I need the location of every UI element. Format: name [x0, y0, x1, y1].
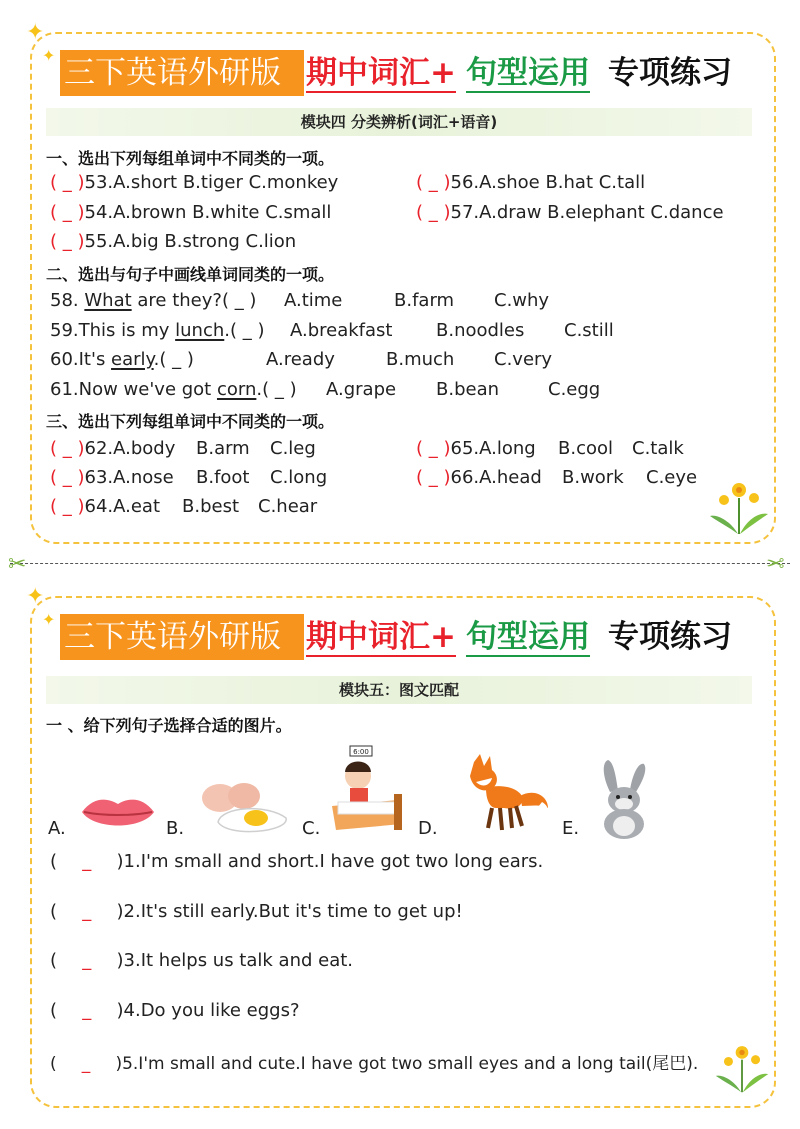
question-58	[50, 290, 256, 311]
cut-line	[10, 563, 790, 564]
banner-title-red: 期中词汇+	[306, 614, 456, 660]
question-text[interactable]: are they?( _ )	[131, 290, 257, 311]
option-a: A.time	[284, 290, 343, 311]
question-text: )2.It's still early.But it's time to get up!	[116, 901, 463, 922]
banner-title-black: 专项练习	[608, 55, 732, 91]
answer-blank[interactable]: _	[82, 950, 92, 971]
answer-blank[interactable]: ( _ )	[416, 467, 451, 488]
rabbit-icon	[592, 758, 656, 840]
option-c: C.eye	[646, 467, 698, 488]
option-c: C.very	[494, 349, 553, 370]
question-64	[50, 496, 160, 517]
matching-question-1	[50, 851, 543, 872]
worksheet-card-1	[26, 20, 776, 544]
underlined-word: corn	[216, 379, 257, 400]
option-b: B.best	[182, 496, 240, 517]
answer-blank[interactable]: ( _ )	[50, 231, 85, 252]
star-icon: ✦	[42, 610, 56, 629]
answer-blank[interactable]: _	[82, 901, 92, 922]
picture-label-b: B.	[166, 818, 185, 839]
question-53	[50, 172, 338, 193]
lips-icon	[80, 790, 156, 834]
boy-waking-up-icon	[328, 744, 408, 836]
option-b: B.much	[386, 349, 455, 370]
banner-title-orange: 三下英语外研版	[60, 614, 304, 660]
question-text: 63.A.nose	[84, 467, 174, 488]
question-61	[50, 379, 297, 400]
answer-blank[interactable]: ( _ )	[50, 172, 85, 193]
question-66	[416, 467, 542, 488]
option-c: C.hear	[258, 496, 318, 517]
question-57	[416, 202, 724, 223]
option-b: B.foot	[196, 467, 250, 488]
question-54	[50, 202, 331, 223]
answer-blank[interactable]: _	[82, 1000, 92, 1021]
title-banner	[60, 50, 752, 96]
option-b: B.work	[562, 467, 624, 488]
answer-blank[interactable]: ( _ )	[50, 202, 85, 223]
section-title: 一 、给下列句子选择合适的图片。	[46, 716, 292, 735]
option-a: A.breakfast	[290, 320, 393, 341]
option-c: C.leg	[270, 438, 316, 459]
option-b: B.arm	[196, 438, 250, 459]
clock-time: 6:00	[353, 748, 369, 756]
paren-open: (	[50, 901, 58, 922]
banner-title-black: 专项练习	[608, 619, 732, 655]
answer-blank[interactable]: ( _ )	[416, 202, 451, 223]
option-c: C.still	[564, 320, 614, 341]
question-text: 53.A.short B.tiger C.monkey	[84, 172, 339, 193]
matching-question-4	[50, 1000, 300, 1021]
banner-title-red: 期中词汇+	[306, 50, 456, 96]
flower-decoration-icon	[708, 474, 770, 536]
question-text[interactable]: .( _ )	[224, 320, 265, 341]
flower-decoration-icon	[714, 1038, 770, 1094]
question-text: 61.Now we've got	[50, 379, 217, 400]
question-56	[416, 172, 645, 193]
question-text: )3.It helps us talk and eat.	[116, 950, 354, 971]
question-63	[50, 467, 174, 488]
picture-label-c: C.	[302, 818, 321, 839]
option-c: C.talk	[632, 438, 684, 459]
answer-blank[interactable]: ( _ )	[416, 172, 451, 193]
module-title: 模块五：图文匹配	[46, 676, 752, 704]
question-text: 60.It's	[50, 349, 112, 370]
scissors-icon: ✂	[8, 552, 27, 577]
question-text: 54.A.brown B.white C.small	[84, 202, 332, 223]
option-c: C.long	[270, 467, 328, 488]
option-c: C.why	[494, 290, 550, 311]
banner-title-green: 句型运用	[466, 614, 590, 660]
question-text: 58.	[50, 290, 85, 311]
answer-blank[interactable]: ( _ )	[50, 467, 85, 488]
question-text: 62.A.body	[84, 438, 176, 459]
question-text: 64.A.eat	[84, 496, 161, 517]
question-text: 55.A.big B.strong C.lion	[84, 231, 297, 252]
answer-blank[interactable]: _	[81, 1054, 91, 1074]
answer-blank[interactable]: ( _ )	[416, 438, 451, 459]
underlined-word: lunch	[175, 320, 225, 341]
question-text: 66.A.head	[450, 467, 542, 488]
question-text: 56.A.shoe B.hat C.tall	[450, 172, 646, 193]
question-text: )4.Do you like eggs?	[116, 1000, 300, 1021]
eggs-icon	[198, 778, 294, 838]
question-59	[50, 320, 264, 341]
matching-question-3	[50, 950, 353, 971]
paren-open: (	[50, 851, 58, 872]
option-a: A.ready	[266, 349, 335, 370]
question-text: 57.A.draw B.elephant C.dance	[450, 202, 724, 223]
underlined-word: early	[111, 349, 154, 370]
banner-title-orange: 三下英语外研版	[60, 50, 304, 96]
question-text: )5.I'm small and cute.I have got two small eyes and a long tail(尾巴).	[115, 1054, 699, 1074]
option-b: B.farm	[394, 290, 455, 311]
question-60	[50, 349, 194, 370]
question-text: 59.This is my	[50, 320, 176, 341]
paren-open: (	[50, 950, 58, 971]
picture-label-e: E.	[562, 818, 580, 839]
title-banner	[60, 614, 752, 660]
option-a: A.grape	[326, 379, 397, 400]
option-b: B.bean	[436, 379, 500, 400]
option-b: B.noodles	[436, 320, 525, 341]
option-b: B.cool	[558, 438, 613, 459]
scissors-icon: ✂	[766, 552, 785, 577]
question-text[interactable]: .( _ )	[256, 379, 297, 400]
section-title: 一、选出下列每组单词中不同类的一项。	[46, 149, 335, 168]
answer-blank[interactable]: ( _ )	[50, 496, 85, 517]
option-c: C.egg	[548, 379, 601, 400]
picture-label-a: A.	[48, 818, 66, 839]
star-icon: ✦	[26, 584, 45, 609]
matching-question-5	[50, 1049, 698, 1074]
question-55	[50, 231, 296, 252]
star-icon: ✦	[42, 46, 56, 65]
paren-open: (	[50, 1054, 57, 1074]
question-text: )1.I'm small and short.I have got two long ears.	[116, 851, 544, 872]
banner-title-green: 句型运用	[466, 50, 590, 96]
paren-open: (	[50, 1000, 58, 1021]
underlined-word: What	[84, 290, 132, 311]
question-text[interactable]: .( _ )	[153, 349, 194, 370]
question-65	[416, 438, 536, 459]
module-title: 模块四 分类辨析(词汇+语音)	[46, 108, 752, 136]
question-62	[50, 438, 175, 459]
matching-question-2	[50, 901, 463, 922]
star-icon: ✦	[26, 20, 45, 45]
picture-label-d: D.	[418, 818, 438, 839]
answer-blank[interactable]: ( _ )	[50, 438, 85, 459]
worksheet-card-2	[26, 584, 776, 1108]
fox-icon	[450, 752, 552, 834]
section-title: 三、选出下列每组单词中不同类的一项。	[46, 412, 335, 431]
section-title: 二、选出与句子中画线单词同类的一项。	[46, 265, 335, 284]
question-text: 65.A.long	[450, 438, 536, 459]
answer-blank[interactable]: _	[82, 851, 92, 872]
